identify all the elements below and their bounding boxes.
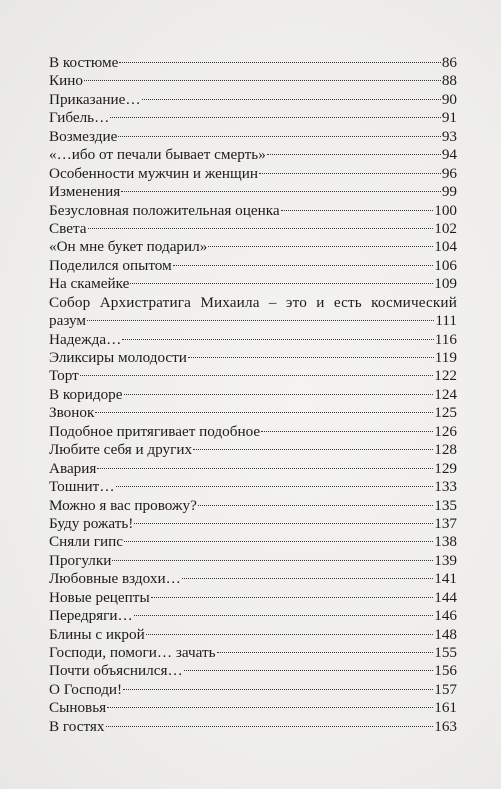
toc-entry-title: Прогулки: [49, 551, 112, 569]
toc-entry-page-number: 157: [434, 680, 457, 698]
toc-entry-title: Кино: [49, 72, 83, 90]
dot-leader: [112, 560, 433, 561]
toc-entry-title: «Он мне букет подарил»: [49, 238, 208, 256]
toc-entry: [49, 367, 457, 385]
toc-entry: [49, 478, 457, 496]
toc-entry-title: Любовные вздохи…: [49, 570, 181, 588]
toc-entry-page-number: 129: [434, 459, 457, 477]
toc-entry-page-number: 137: [434, 514, 457, 532]
toc-entry-title: Блины с икрой: [49, 625, 145, 643]
toc-entry: [49, 275, 457, 293]
toc-entry-page-number: 161: [434, 699, 457, 717]
toc-entry: [49, 515, 457, 533]
dot-leader: [97, 468, 433, 469]
toc-entry: [49, 72, 457, 90]
toc-entry-page-number: 156: [434, 662, 457, 680]
dot-leader: [122, 339, 433, 340]
toc-entry-title: В гостях: [49, 717, 105, 735]
toc-entry-title: Особенности мужчин и женщин: [49, 164, 258, 182]
dot-leader: [107, 707, 433, 708]
dot-leader: [184, 670, 434, 671]
toc-entry-page-number: 111: [435, 312, 457, 330]
toc-entry-title: Безусловная положительная оценка: [49, 201, 280, 219]
toc-entry: [49, 662, 457, 680]
toc-entry: [49, 312, 457, 330]
toc-entry-page-number: 139: [434, 551, 457, 569]
toc-entry: [49, 626, 457, 644]
dot-leader: [106, 726, 434, 727]
dot-leader: [151, 597, 434, 598]
toc-entry: [49, 109, 457, 127]
dot-leader: [119, 62, 440, 63]
toc-entry-page-number: 88: [441, 72, 457, 90]
toc-entry-title: В коридоре: [49, 385, 123, 403]
toc-entry-page-number: 93: [441, 127, 457, 145]
toc-entry-page-number: 90: [441, 90, 457, 108]
toc-entry: [49, 718, 457, 736]
toc-entry-page-number: 126: [434, 422, 457, 440]
toc-entry: [49, 589, 457, 607]
toc-entry-page-number: 100: [434, 201, 457, 219]
toc-entry: [49, 441, 457, 459]
toc-entry: [49, 331, 457, 349]
toc-entry-page-number: 138: [434, 533, 457, 551]
toc-entry: [49, 146, 457, 164]
dot-leader: [95, 412, 433, 413]
toc-entry-title: Эликсиры молодости: [49, 349, 187, 366]
toc-entry-page-number: 155: [434, 644, 457, 661]
toc-entry-title: Поделился опытом: [49, 256, 172, 274]
dot-leader: [80, 375, 433, 376]
toc-entry-title: «…ибо от печали бывает смерть»: [49, 146, 266, 164]
toc-entry-page-number: 99: [441, 183, 457, 201]
toc-entry-title: Сняли гипс: [49, 533, 123, 551]
toc-entry-page-number: 96: [441, 164, 457, 182]
toc-entry: [49, 644, 457, 662]
dot-leader: [123, 689, 433, 690]
toc-entry: [49, 349, 457, 367]
dot-leader: [110, 117, 441, 118]
toc-entry-title: Торт: [49, 367, 79, 385]
toc-entry-title: Подобное притягивает подобное: [49, 422, 261, 440]
toc-entry: [49, 220, 457, 238]
dot-leader: [193, 449, 433, 450]
toc-entry-page-number: 122: [434, 367, 457, 385]
toc-entry-page-number: 148: [434, 625, 457, 643]
toc-entry: [49, 699, 457, 717]
toc-entry-title: О Господи!: [49, 680, 123, 698]
toc-entry-title: Почти объяснился…: [49, 662, 183, 680]
dot-leader: [88, 228, 434, 229]
toc-entry-title: Передряги…: [49, 607, 133, 625]
toc-entry-title: разум: [49, 312, 87, 330]
dot-leader: [87, 320, 434, 321]
dot-leader: [134, 615, 434, 616]
toc-entry-title: Возмездие: [49, 127, 118, 145]
toc-entry: [49, 570, 457, 588]
dot-leader: [261, 431, 433, 432]
dot-leader: [208, 246, 433, 247]
dot-leader: [118, 136, 440, 137]
toc-entry-page-number: 135: [434, 496, 457, 514]
dot-leader: [124, 394, 434, 395]
toc-entry-title: Господи, помоги… зачать: [49, 644, 216, 661]
toc-entry-page-number: 163: [434, 717, 457, 735]
toc-entry-page-number: 106: [434, 256, 457, 274]
toc-entry: [49, 54, 457, 72]
toc-entry: [49, 497, 457, 515]
toc-entry: [49, 238, 457, 256]
dot-leader: [182, 578, 433, 579]
toc-entry-page-number: 86: [441, 54, 457, 71]
toc-entry: [49, 607, 457, 625]
dot-leader: [267, 154, 441, 155]
toc-entry: [49, 257, 457, 275]
toc-entry-title: Тошнит…: [49, 478, 115, 496]
toc-entry: [49, 386, 457, 404]
toc-entry: [49, 202, 457, 220]
toc-entry: [49, 91, 457, 109]
toc-entry-title-line: Собор Архистратига Михаила – это и есть космический: [49, 293, 457, 311]
dot-leader: [198, 505, 433, 506]
dot-leader: [84, 80, 441, 81]
dot-leader: [130, 283, 433, 284]
toc-entry-page-number: 94: [441, 146, 457, 164]
toc-entry-title: Любите себя и других: [49, 441, 193, 459]
toc-entry-page-number: 119: [434, 349, 457, 366]
dot-leader: [281, 210, 434, 211]
toc-entry-page-number: 104: [434, 238, 457, 256]
toc-entry-page-number: 124: [434, 385, 457, 403]
dot-leader: [116, 486, 434, 487]
toc-entry-page-number: 102: [434, 219, 457, 237]
toc-entry-page-number: 141: [434, 570, 457, 588]
toc-entry-title: В костюме: [49, 54, 119, 71]
toc-entry-page-number: 109: [434, 275, 457, 293]
toc-entry-title: Изменения: [49, 183, 121, 201]
toc-entry: [49, 165, 457, 183]
toc-entry-title: Надежда…: [49, 330, 122, 348]
dot-leader: [142, 99, 441, 100]
toc-entry-title: Новые рецепты: [49, 588, 150, 606]
toc-entry-page-number: 116: [434, 330, 457, 348]
dot-leader: [188, 357, 434, 358]
dot-leader: [121, 191, 441, 192]
toc-entry-title: Буду рожать!: [49, 514, 134, 532]
toc-entry: [49, 552, 457, 570]
toc-entry: [49, 423, 457, 441]
dot-leader: [146, 634, 434, 635]
toc-entry: [49, 460, 457, 478]
toc-entry-title: Приказание…: [49, 90, 141, 108]
toc-entry-page-number: 125: [434, 404, 457, 422]
toc-entry-page-number: 144: [434, 588, 457, 606]
dot-leader: [134, 523, 433, 524]
dot-leader: [173, 265, 434, 266]
toc-entry-page-number: 133: [434, 478, 457, 496]
toc-entry-title: Звонок: [49, 404, 95, 422]
toc-entry: [49, 681, 457, 699]
toc-entry-page-number: 91: [441, 109, 457, 127]
toc-entry-title: На скамейке: [49, 275, 130, 293]
dot-leader: [259, 173, 441, 174]
toc-entry-title: Гибель…: [49, 109, 110, 127]
toc-entry-page-number: 128: [434, 441, 457, 459]
toc-entry-title: Света: [49, 219, 87, 237]
toc-entry: [49, 404, 457, 422]
toc-entry-title: Авария: [49, 459, 97, 477]
toc-entry-page-number: 146: [434, 607, 457, 625]
dot-leader: [124, 541, 433, 542]
dot-leader: [217, 652, 434, 653]
toc-entry-title: Сыновья: [49, 699, 107, 717]
table-of-contents: [49, 54, 457, 736]
toc-entry-title: Можно я вас провожу?: [49, 496, 197, 514]
toc-entry: [49, 533, 457, 551]
toc-entry: [49, 183, 457, 201]
toc-entry: [49, 128, 457, 146]
